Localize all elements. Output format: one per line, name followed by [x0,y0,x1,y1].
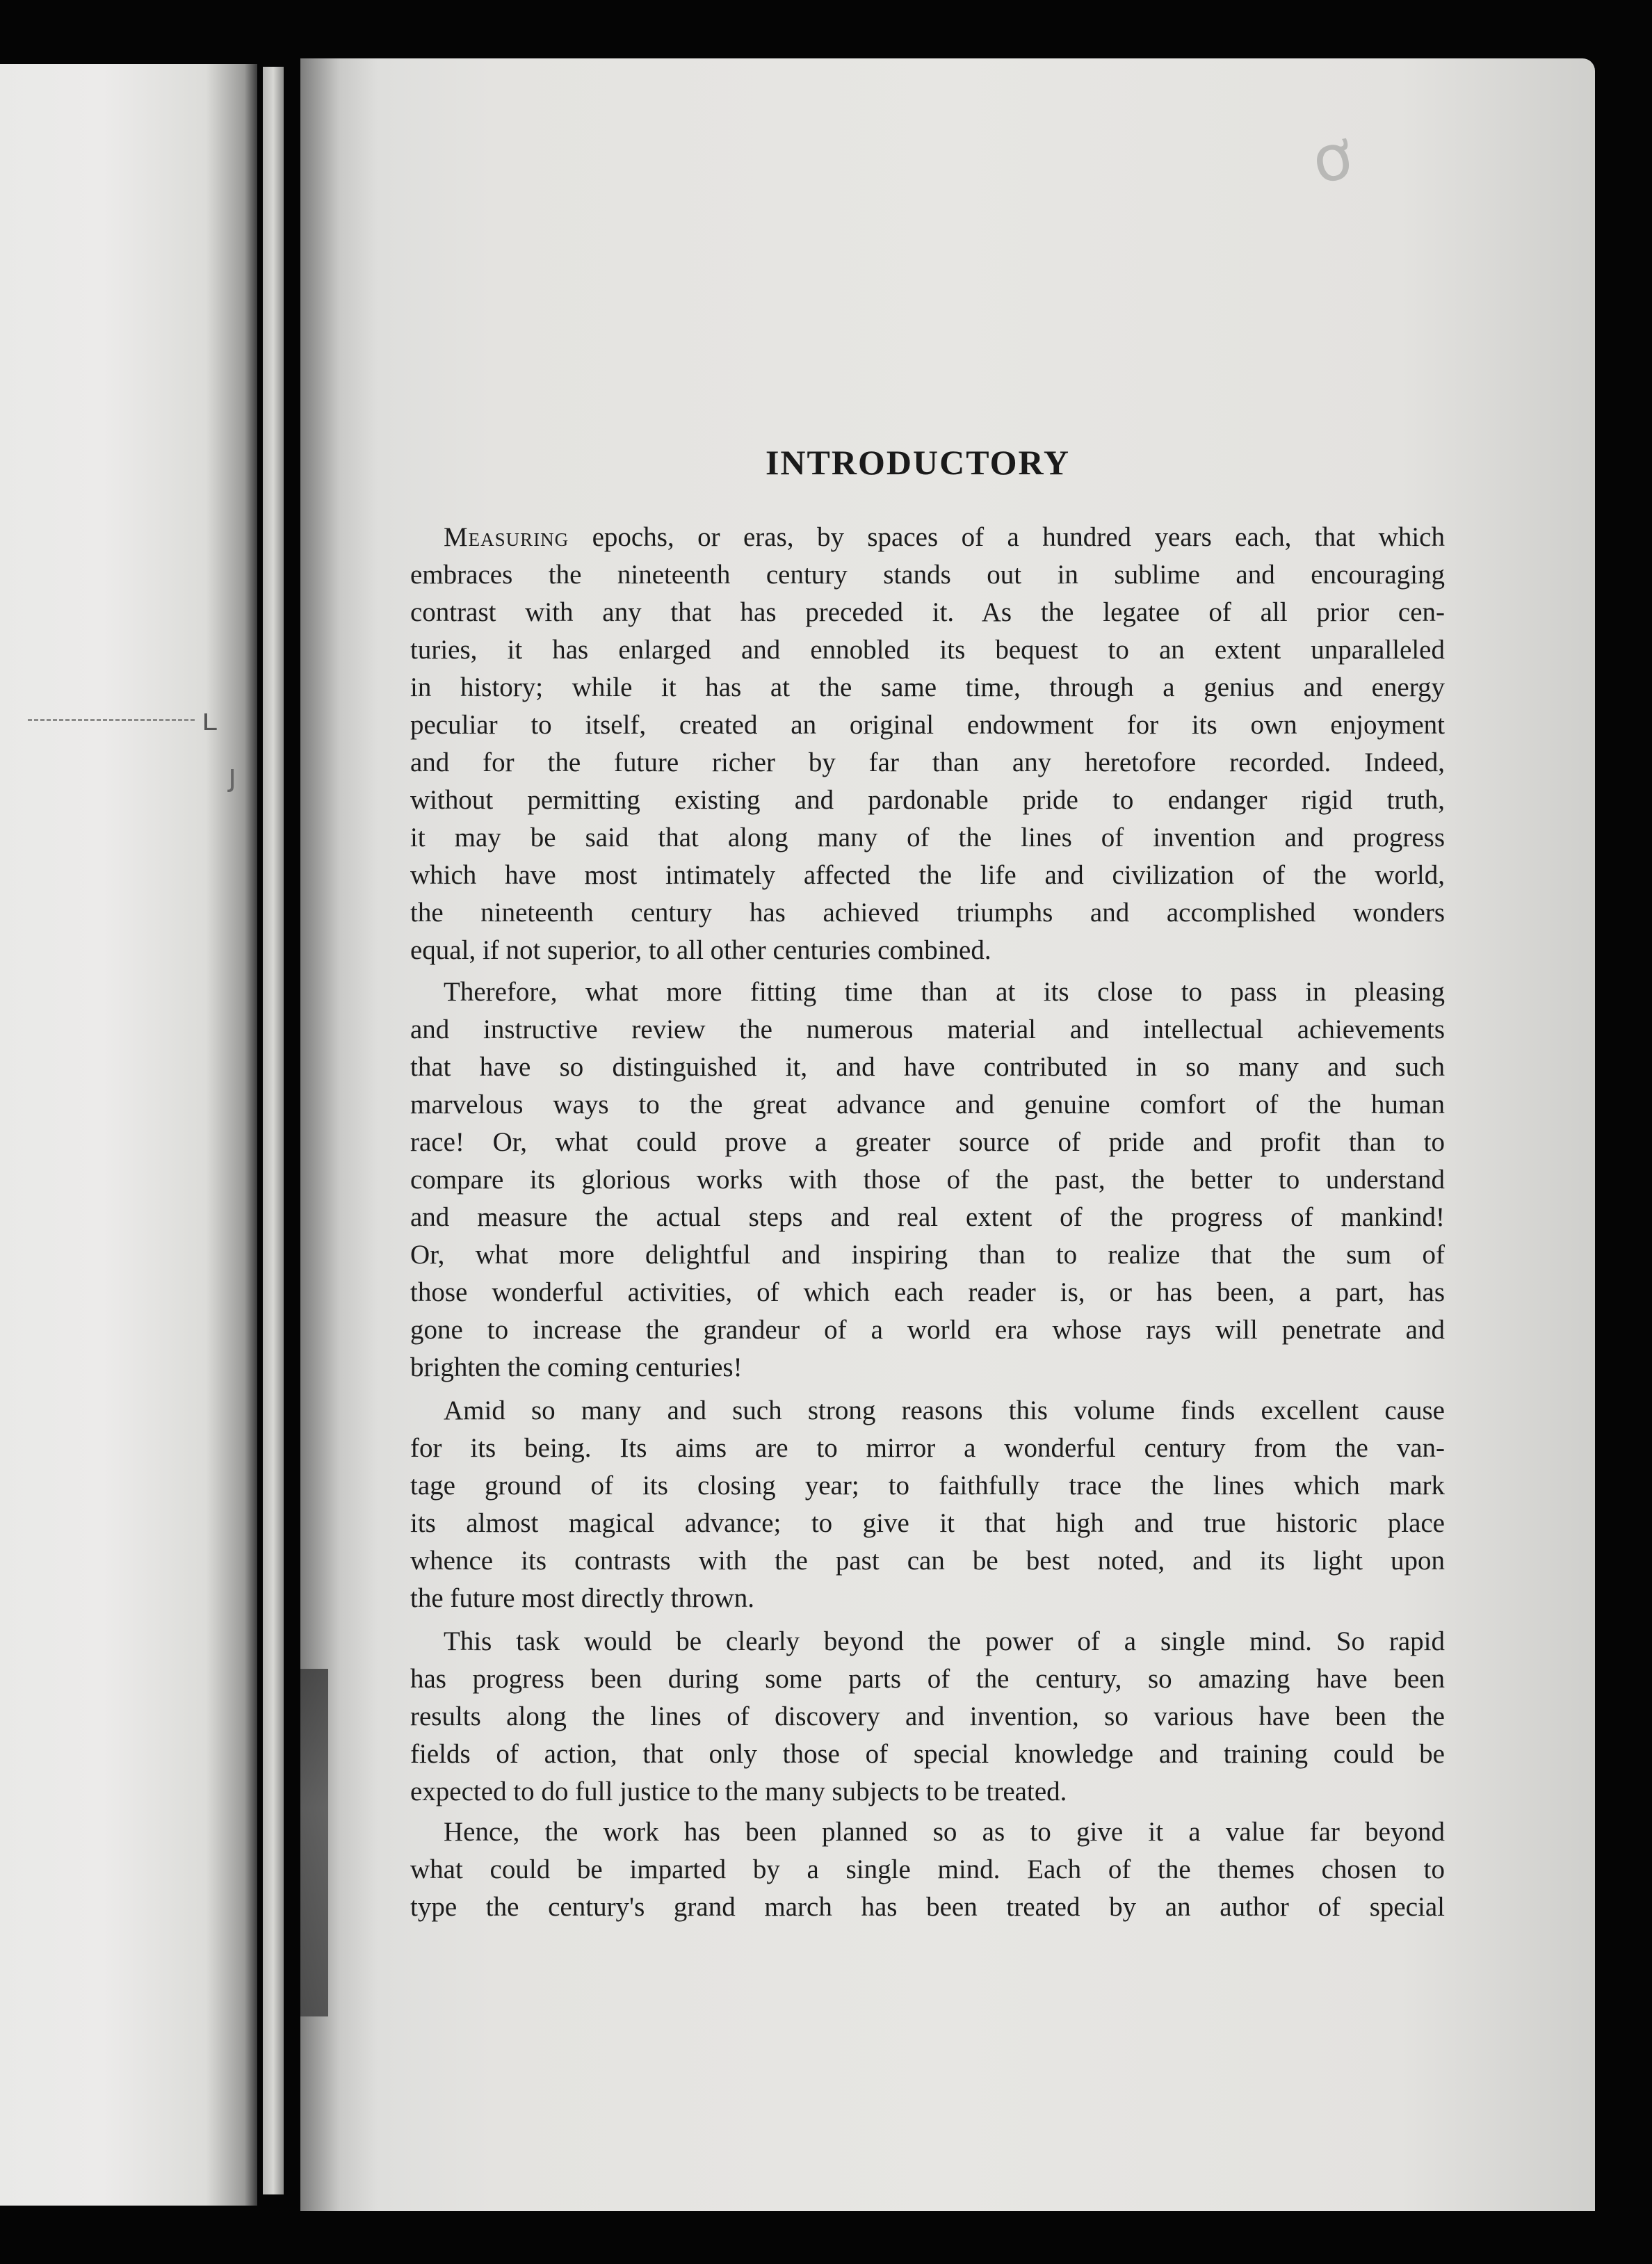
text-line: compare its glorious works with those of the past, the better to understand [410,1165,1445,1195]
text-line: equal, if not superior, to all other centuries combined. [410,935,991,965]
text-line: and instructive review the numerous material and intellectual achievements [410,1014,1445,1044]
lead-word: Measuring [444,522,569,552]
page-title: INTRODUCTORY [765,443,1071,482]
text-line: Measuring epochs, or eras, by spaces of a hundred years each, that which [444,522,1445,552]
text-line: what could be imparted by a single mind. Each of the themes chosen to [410,1854,1445,1884]
pencil-dash-mark [28,719,195,721]
text-line: those wonderful activities, of which each reader is, or has been, a part, has [410,1277,1445,1307]
text-line: the future most directly thrown. [410,1583,754,1613]
text-line: results along the lines of discovery and invention, so various have been the [410,1701,1445,1731]
pencil-hook-mark: ȷ [228,758,237,793]
text-line: has progress been during some parts of the century, so amazing have been [410,1664,1445,1694]
binding-shadow [300,1669,328,2016]
text-line: Or, what more delightful and inspiring than to realize that the sum of [410,1240,1445,1270]
text-line: type the century's grand march has been treated by an author of special [410,1892,1445,1922]
text-line: in history; while it has at the same time, through a genius and energy [410,672,1445,702]
page-gutter-edge [263,67,284,2194]
text-line: Therefore, what more fitting time than at its close to pass in pleasing [444,977,1445,1007]
text-line: and measure the actual steps and real extent of the progress of mankind! [410,1202,1445,1232]
text-line: expected to do full justice to the many subjects to be treated. [410,1777,1067,1806]
text-line: and for the future richer by far than any heretofore recorded. Indeed, [410,747,1445,777]
text-line: marvelous ways to the great advance and genuine comfort of the human [410,1090,1445,1119]
facing-page-blank [0,64,257,2206]
text-line: without permitting existing and pardonable pride to endanger rigid truth, [410,785,1445,815]
text-line: embraces the nineteenth century stands out in sublime and encouraging [410,560,1445,590]
text-line: its almost magical advance; to give it that high and true historic place [410,1508,1445,1538]
pencil-page-number-mark: ơ [1305,119,1359,199]
text-line: fields of action, that only those of special knowledge and training could be [410,1739,1445,1769]
text-line: it may be said that along many of the lines of invention and progress [410,823,1445,852]
text-line: Amid so many and such strong reasons this volume finds excellent cause [444,1396,1445,1425]
text-line: for its being. Its aims are to mirror a wonderful century from the van- [410,1433,1445,1463]
text-line: Hence, the work has been planned so as to give it a value far beyond [444,1817,1445,1847]
text-line: peculiar to itself, created an original endowment for its own enjoyment [410,710,1445,740]
text-line: gone to increase the grandeur of a world era whose rays will penetrate and [410,1315,1445,1345]
text-line: race! Or, what could prove a greater source of pride and profit than to [410,1127,1445,1157]
text-line: the nineteenth century has achieved triumphs and accomplished wonders [410,898,1445,928]
text-line: brighten the coming centuries! [410,1352,743,1382]
text-line: which have most intimately affected the life and civilization of the world, [410,860,1445,890]
text-line: contrast with any that has preceded it. As the legatee of all prior cen- [410,597,1445,627]
text-line: This task would be clearly beyond the power of a single mind. So rapid [444,1626,1445,1656]
text-line: turies, it has enlarged and ennobled its bequest to an extent unparalleled [410,635,1445,665]
text-line: whence its contrasts with the past can be best noted, and its light upon [410,1546,1445,1576]
pencil-tick-mark: ʟ [202,702,218,738]
text-line: tage ground of its closing year; to faithfully trace the lines which mark [410,1471,1445,1501]
text-line: that have so distinguished it, and have contributed in so many and such [410,1052,1445,1082]
